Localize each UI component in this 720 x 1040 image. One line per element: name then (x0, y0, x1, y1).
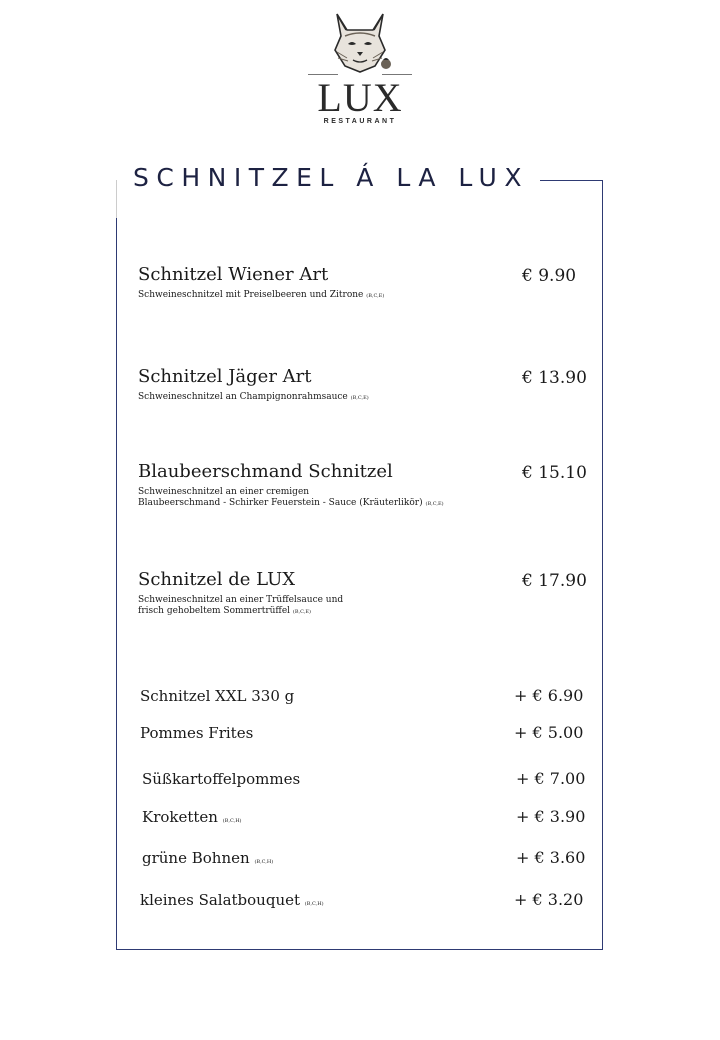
side-price: + € 3.90 (516, 807, 586, 826)
dish-description-line: Schweineschnitzel an Champignonrahmsauce (138, 392, 348, 402)
dish-name: Blaubeerschmand Schnitzel (138, 461, 393, 482)
side-name: kleines Salatbouquet (140, 891, 301, 909)
allergen-codes: (B,C,H) (254, 859, 274, 865)
dish-description-line: Schweineschnitzel an einer cremigen (138, 487, 310, 497)
lynx-head-icon (323, 12, 397, 74)
dish-description-line: Blaubeerschmand - Schirker Feuerstein - Sauce (Kräuterlikör) (138, 498, 423, 508)
side-item (140, 687, 294, 705)
dish-name: Schnitzel Jäger Art (138, 366, 312, 387)
dish-name: Schnitzel de LUX (138, 569, 296, 590)
side-item (140, 724, 253, 742)
dish-item (138, 264, 384, 302)
allergen-codes: (B,C,H) (304, 901, 324, 907)
dish-description-line: Schweineschnitzel mit Preiselbeeren und Zitrone (138, 290, 364, 300)
side-price: + € 3.20 (514, 890, 584, 909)
dish-price: € 17.90 (522, 571, 587, 591)
dish-item (138, 366, 369, 404)
allergen-codes: (B,C,E) (425, 501, 444, 507)
dish-item (138, 569, 343, 618)
side-item (142, 849, 273, 867)
dish-description (138, 487, 444, 510)
dish-description (138, 392, 369, 404)
dish-description-line: frisch gehobeltem Sommertrüffel (138, 606, 291, 616)
side-item (140, 891, 324, 909)
side-name: Kroketten (142, 808, 218, 826)
side-price: + € 3.60 (516, 848, 586, 867)
side-item (142, 770, 300, 788)
side-name: Schnitzel XXL 330 g (140, 687, 295, 705)
side-price: + € 5.00 (514, 723, 584, 742)
dish-name: Schnitzel Wiener Art (138, 264, 329, 285)
side-name: Süßkartoffelpommes (142, 770, 301, 788)
allergen-codes: (B,C,E) (292, 609, 311, 615)
side-name: Pommes Frites (140, 724, 254, 742)
menu-frame-left-edge-faint (116, 180, 117, 218)
side-item (142, 808, 242, 826)
menu-frame-left-edge (116, 218, 117, 949)
side-price: + € 6.90 (514, 686, 584, 705)
menu-frame-top-edge (540, 180, 602, 181)
side-price: + € 7.00 (516, 769, 586, 788)
logo-subtitle: RESTAURANT (323, 118, 397, 125)
allergen-codes: (B,C,E) (350, 395, 369, 401)
side-name: grüne Bohnen (142, 849, 250, 867)
dish-description-line: Schweineschnitzel an einer Trüffelsauce und (138, 595, 344, 605)
dish-description (138, 290, 384, 302)
menu-title: SCHNITZEL Á LA LUX (133, 163, 529, 192)
dish-item (138, 461, 444, 510)
restaurant-logo (300, 12, 420, 130)
dish-description (138, 595, 343, 618)
dish-price: € 13.90 (522, 368, 587, 388)
allergen-codes: (B,C,H) (222, 818, 242, 824)
dish-price: € 9.90 (522, 266, 577, 286)
logo-wordmark: LUX (317, 75, 403, 120)
dish-price: € 15.10 (522, 463, 587, 483)
allergen-codes: (B,C,E) (366, 293, 385, 299)
